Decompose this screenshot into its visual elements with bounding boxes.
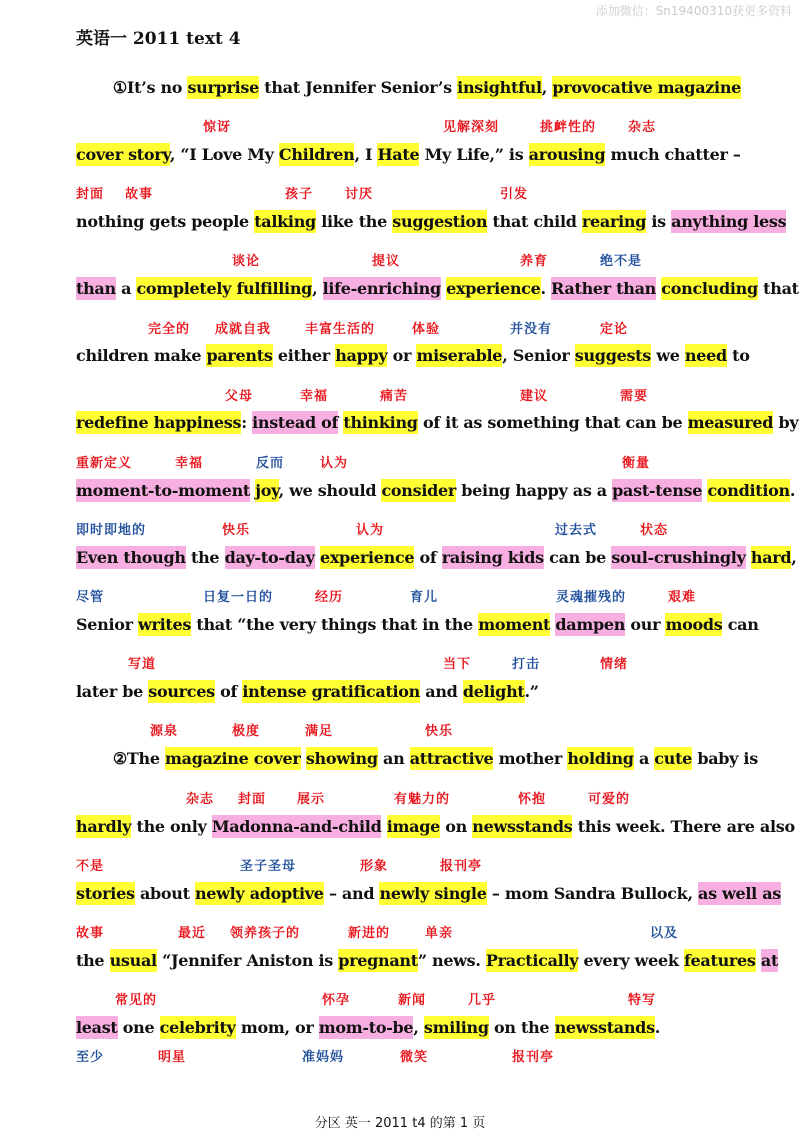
- highlighted-keyword: attractive: [409, 749, 494, 768]
- passage-text: we: [650, 346, 685, 365]
- highlighted-keyword: newly single: [379, 884, 487, 903]
- highlighted-keyword: Hate: [377, 145, 420, 164]
- passage-text: of: [214, 682, 243, 701]
- highlighted-keyword: hardly: [76, 817, 132, 836]
- highlighted-keyword: holding: [567, 749, 634, 768]
- chinese-annotation: 最近: [178, 926, 207, 941]
- chinese-annotation: 重新定义: [76, 456, 133, 471]
- passage-text: .: [540, 279, 552, 298]
- chinese-annotation: 常见的: [115, 993, 158, 1008]
- highlighted-keyword: rearing: [581, 212, 647, 231]
- highlighted-keyword: newsstands: [554, 1018, 655, 1037]
- highlighted-keyword: showing: [305, 749, 378, 768]
- highlighted-phrase: instead of: [252, 413, 339, 432]
- highlighted-keyword: newly adoptive: [194, 884, 324, 903]
- highlighted-keyword: measured: [687, 413, 774, 432]
- highlighted-keyword: condition: [707, 481, 790, 500]
- passage-text: ,: [413, 1018, 424, 1037]
- chinese-annotation: 认为: [356, 523, 385, 538]
- passage-line: [76, 479, 795, 503]
- chinese-annotation: 幸福: [300, 389, 329, 404]
- highlighted-keyword: stories: [76, 884, 135, 903]
- chinese-annotation: 写道: [128, 657, 157, 672]
- highlighted-phrase: Rather than: [551, 279, 657, 298]
- highlighted-keyword: moment: [478, 615, 551, 634]
- chinese-annotation: 封面: [238, 792, 267, 807]
- highlighted-keyword: completely fulfilling: [136, 279, 313, 298]
- passage-line: [76, 680, 539, 704]
- chinese-annotation: 惊讶: [203, 120, 232, 135]
- chinese-annotation: 讨厌: [345, 187, 374, 202]
- chinese-annotation: 以及: [650, 926, 679, 941]
- highlighted-keyword: insightful: [457, 78, 542, 97]
- chinese-annotation: 认为: [320, 456, 349, 471]
- highlighted-phrase: than: [76, 279, 116, 298]
- passage-text: Senior: [76, 615, 139, 634]
- chinese-annotation: 满足: [305, 724, 334, 739]
- chinese-annotation: 幸福: [175, 456, 204, 471]
- chinese-annotation: 引发: [500, 187, 529, 202]
- chinese-annotation: 谈论: [232, 254, 261, 269]
- highlighted-keyword: arousing: [528, 145, 606, 164]
- chinese-annotation: 圣子圣母: [240, 859, 297, 874]
- passage-text: every week: [578, 951, 684, 970]
- page-footer: 分区 英一 2011 t4 的第 1 页: [314, 1116, 486, 1131]
- highlighted-phrase: past-tense: [612, 481, 703, 500]
- chinese-annotation: 完全的: [148, 322, 191, 337]
- passage-text: nothing gets people: [76, 212, 255, 231]
- passage-text: this week. There are also: [572, 817, 795, 836]
- passage-line: [76, 210, 786, 234]
- passage-text: .: [654, 1018, 661, 1037]
- passage-line: [76, 344, 750, 368]
- chinese-annotation: 杂志: [186, 792, 215, 807]
- passage-line: [76, 815, 795, 839]
- highlighted-keyword: moods: [665, 615, 723, 634]
- highlighted-phrase: life-enriching: [322, 279, 441, 298]
- passage-text: is: [646, 212, 672, 231]
- passage-text: baby is: [692, 749, 758, 768]
- chinese-annotation: 体验: [412, 322, 441, 337]
- chinese-annotation: 灵魂摧残的: [556, 590, 627, 605]
- chinese-annotation: 至少: [76, 1050, 105, 1065]
- chinese-annotation: 准妈妈: [302, 1050, 345, 1065]
- chinese-annotation: 特写: [628, 993, 657, 1008]
- passage-text: – mom Sandra Bullock,: [486, 884, 698, 903]
- chinese-annotation: 形象: [360, 859, 389, 874]
- passage-line: [76, 143, 741, 167]
- highlighted-phrase: Even though: [76, 548, 186, 567]
- highlighted-phrase: as well as: [698, 884, 782, 903]
- passage-text: of: [414, 548, 442, 567]
- highlighted-phrase: mom-to-be: [318, 1018, 414, 1037]
- chinese-annotation: 快乐: [425, 724, 454, 739]
- highlighted-keyword: redefine happiness: [76, 413, 242, 432]
- highlighted-keyword: pregnant: [338, 951, 418, 970]
- chinese-annotation: 打击: [512, 657, 541, 672]
- highlighted-keyword: suggestion: [392, 212, 488, 231]
- highlighted-keyword: Children: [278, 145, 355, 164]
- chinese-annotation: 当下: [443, 657, 472, 672]
- chinese-annotation: 日复一日的: [203, 590, 274, 605]
- highlighted-phrase: soul-crushingly: [611, 548, 746, 567]
- chinese-annotation: 明星: [158, 1050, 187, 1065]
- highlighted-phrase: least: [76, 1018, 118, 1037]
- passage-text: much chatter –: [605, 145, 741, 164]
- passage-line: [76, 882, 781, 906]
- passage-text: ,: [791, 548, 797, 567]
- highlighted-keyword: celebrity: [159, 1018, 236, 1037]
- chinese-annotation: 衡量: [622, 456, 651, 471]
- chinese-annotation: 经历: [315, 590, 344, 605]
- chinese-annotation: 丰富生活的: [305, 322, 376, 337]
- highlighted-keyword: suggests: [574, 346, 651, 365]
- passage-text: and: [420, 682, 463, 701]
- passage-text: the only: [131, 817, 212, 836]
- chinese-annotation: 养育: [520, 254, 549, 269]
- passage-text: the: [76, 951, 110, 970]
- chinese-annotation: 挑衅性的: [540, 120, 597, 135]
- highlighted-keyword: Practically: [485, 951, 579, 970]
- chinese-annotation: 展示: [297, 792, 326, 807]
- passage-text: , we should: [278, 481, 382, 500]
- passage-text: on the: [488, 1018, 555, 1037]
- passage-text: either: [272, 346, 336, 365]
- chinese-annotation: 成就自我: [215, 322, 272, 337]
- chinese-annotation: 怀孕: [322, 993, 351, 1008]
- highlighted-keyword: experience: [446, 279, 541, 298]
- chinese-annotation: 怀抱: [518, 792, 547, 807]
- chinese-annotation: 艰难: [668, 590, 697, 605]
- chinese-annotation: 孩子: [285, 187, 314, 202]
- passage-text: the: [185, 548, 225, 567]
- chinese-annotation: 故事: [125, 187, 154, 202]
- watermark: 添加微信：Sn19400310获更多资料: [595, 4, 792, 18]
- passage-line: [76, 1016, 660, 1040]
- chinese-annotation: 反而: [256, 456, 285, 471]
- chinese-annotation: 见解深刻: [443, 120, 500, 135]
- highlighted-keyword: miserable: [416, 346, 503, 365]
- chinese-annotation: 建议: [520, 389, 549, 404]
- passage-text: , Senior: [502, 346, 575, 365]
- highlighted-keyword: need: [684, 346, 727, 365]
- highlighted-keyword: features: [683, 951, 756, 970]
- passage-text: like the: [315, 212, 393, 231]
- passage-text: My Life,” is: [419, 145, 529, 164]
- page-title: 英语一 2011 text 4: [76, 29, 241, 49]
- highlighted-keyword: happy: [335, 346, 388, 365]
- passage-text: that Jennifer Senior’s: [259, 78, 458, 97]
- chinese-annotation: 需要: [620, 389, 649, 404]
- passage-text: “Jennifer Aniston is: [156, 951, 339, 970]
- highlighted-keyword: concluding: [661, 279, 758, 298]
- highlighted-keyword: image: [386, 817, 441, 836]
- highlighted-keyword: smiling: [423, 1018, 489, 1037]
- passage-text: – and: [323, 884, 380, 903]
- passage-text: one: [117, 1018, 160, 1037]
- highlighted-keyword: intense gratification: [242, 682, 421, 701]
- highlighted-phrase: day-to-day: [224, 548, 315, 567]
- highlighted-keyword: hard: [750, 548, 792, 567]
- highlighted-keyword: surprise: [187, 78, 259, 97]
- chinese-annotation: 育儿: [410, 590, 439, 605]
- chinese-annotation: 杂志: [628, 120, 657, 135]
- chinese-annotation: 新进的: [348, 926, 391, 941]
- chinese-annotation: 不是: [76, 859, 105, 874]
- highlighted-keyword: newsstands: [472, 817, 573, 836]
- highlighted-phrase: dampen: [555, 615, 626, 634]
- chinese-annotation: 过去式: [555, 523, 598, 538]
- chinese-annotation: 报刊亭: [440, 859, 483, 874]
- passage-line: [76, 747, 758, 771]
- passage-text: to: [726, 346, 750, 365]
- chinese-annotation: 单亲: [425, 926, 454, 941]
- passage-text: later be: [76, 682, 149, 701]
- highlighted-keyword: consider: [381, 481, 457, 500]
- chinese-annotation: 新闻: [398, 993, 427, 1008]
- passage-line: [76, 546, 797, 570]
- passage-text: being happy as a: [456, 481, 613, 500]
- passage-line: [76, 949, 778, 973]
- passage-text: ,: [541, 78, 553, 97]
- highlighted-phrase: anything less: [671, 212, 787, 231]
- passage-text: ” news.: [417, 951, 486, 970]
- highlighted-keyword: parents: [206, 346, 273, 365]
- highlighted-keyword: talking: [254, 212, 316, 231]
- passage-text: about: [134, 884, 195, 903]
- chinese-annotation: 封面: [76, 187, 105, 202]
- passage-text: a: [633, 749, 655, 768]
- highlighted-phrase: raising kids: [441, 548, 544, 567]
- passage-text: , “I Love My: [169, 145, 279, 164]
- chinese-annotation: 情绪: [600, 657, 629, 672]
- chinese-annotation: 痛苦: [380, 389, 409, 404]
- chinese-annotation: 绝不是: [600, 254, 643, 269]
- highlighted-keyword: thinking: [343, 413, 418, 432]
- passage-line: [76, 76, 741, 100]
- highlighted-keyword: magazine cover: [165, 749, 301, 768]
- highlighted-keyword: delight: [462, 682, 525, 701]
- chinese-annotation: 父母: [225, 389, 254, 404]
- chinese-annotation: 定论: [600, 322, 629, 337]
- passage-text: a: [115, 279, 137, 298]
- passage-text: can: [722, 615, 759, 634]
- highlighted-keyword: writes: [138, 615, 192, 634]
- highlighted-keyword: joy: [255, 481, 279, 500]
- passage-text: mother: [493, 749, 568, 768]
- passage-text: or: [387, 346, 417, 365]
- passage-text: by: [773, 413, 799, 432]
- chinese-annotation: 领养孩子的: [230, 926, 301, 941]
- highlighted-phrase: at: [760, 951, 779, 970]
- passage-text: , I: [354, 145, 378, 164]
- highlighted-phrase: Madonna-and-child: [211, 817, 382, 836]
- passage-text: :: [241, 413, 253, 432]
- highlighted-keyword: usual: [109, 951, 157, 970]
- chinese-annotation: 状态: [640, 523, 669, 538]
- passage-text: can be: [543, 548, 612, 567]
- passage-text: on: [440, 817, 473, 836]
- chinese-annotation: 源泉: [150, 724, 179, 739]
- passage-text: .: [789, 481, 796, 500]
- passage-text: that: [757, 279, 799, 298]
- passage-text: of it as something that can be: [417, 413, 688, 432]
- chinese-annotation: 有魅力的: [394, 792, 451, 807]
- passage-text: [381, 817, 386, 836]
- highlighted-keyword: sources: [148, 682, 215, 701]
- passage-text: that “the very things that in the: [191, 615, 479, 634]
- highlighted-keyword: provocative magazine: [552, 78, 742, 97]
- highlighted-keyword: experience: [319, 548, 415, 567]
- highlighted-keyword: cover story: [76, 145, 170, 164]
- highlighted-phrase: moment-to-moment: [76, 481, 251, 500]
- chinese-annotation: 并没有: [510, 322, 553, 337]
- chinese-annotation: 微笑: [400, 1050, 429, 1065]
- passage-text: ①It’s no: [76, 78, 188, 97]
- passage-text: that child: [487, 212, 582, 231]
- chinese-annotation: 快乐: [222, 523, 251, 538]
- chinese-annotation: 即时即地的: [76, 523, 147, 538]
- passage-line: [76, 613, 759, 637]
- highlighted-keyword: cute: [654, 749, 693, 768]
- passage-text: children make: [76, 346, 207, 365]
- passage-text: mom, or: [235, 1018, 319, 1037]
- passage-text: our: [625, 615, 666, 634]
- passage-text: ,: [312, 279, 323, 298]
- passage-text: ②The: [76, 749, 166, 768]
- passage-text: an: [377, 749, 410, 768]
- passage-line: [76, 411, 798, 435]
- chinese-annotation: 提议: [372, 254, 401, 269]
- passage-line: [76, 277, 799, 301]
- chinese-annotation: 极度: [232, 724, 261, 739]
- chinese-annotation: 故事: [76, 926, 105, 941]
- passage-text: .”: [524, 682, 539, 701]
- chinese-annotation: 尽管: [76, 590, 105, 605]
- chinese-annotation: 可爱的: [588, 792, 631, 807]
- chinese-annotation: 几乎: [468, 993, 497, 1008]
- chinese-annotation: 报刊亭: [512, 1050, 555, 1065]
